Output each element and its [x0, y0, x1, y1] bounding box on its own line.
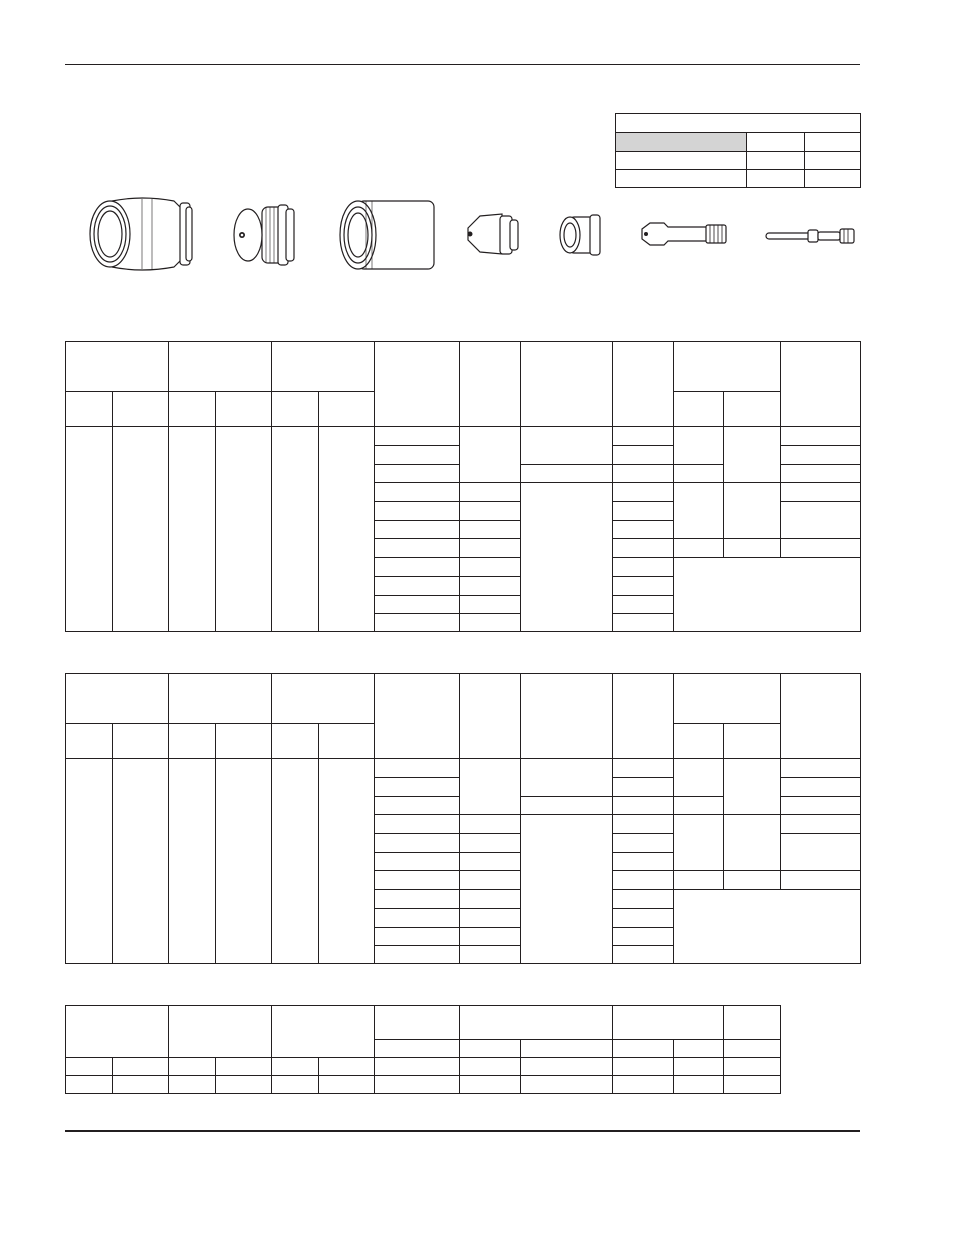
table-cell	[521, 465, 613, 483]
table-cell	[613, 797, 674, 815]
table-cell	[613, 577, 674, 596]
table-cell	[216, 1076, 272, 1094]
table-cell	[216, 392, 272, 427]
table-cell	[674, 1058, 724, 1076]
table-cell	[613, 1006, 724, 1040]
table-cell	[375, 946, 460, 964]
legend-cell	[747, 152, 805, 170]
table-cell	[375, 483, 460, 502]
table-cell	[375, 890, 460, 909]
table-cell	[781, 834, 861, 871]
table-cell	[613, 928, 674, 946]
table-cell	[169, 392, 216, 427]
table-cell	[613, 890, 674, 909]
table-cell	[460, 834, 521, 853]
table-cell	[375, 465, 460, 483]
table-cell	[375, 558, 460, 577]
table-cell	[169, 342, 272, 392]
table-cell	[521, 1076, 613, 1094]
table-cell	[613, 1076, 674, 1094]
header-rule	[65, 64, 860, 65]
legend-cell	[616, 152, 747, 170]
table-cell	[460, 614, 521, 632]
legend-title-row	[616, 114, 861, 133]
table-cell	[460, 558, 521, 577]
table-cell	[169, 724, 216, 759]
legend-table	[615, 113, 861, 188]
table-cell	[724, 483, 781, 539]
table-cell	[272, 342, 375, 392]
table-cell	[674, 342, 781, 392]
table-cell	[521, 1040, 613, 1058]
table-cell	[521, 1058, 613, 1076]
table-cell	[375, 1006, 460, 1040]
table-cell	[113, 724, 169, 759]
table-cell	[460, 928, 521, 946]
table-cell	[781, 815, 861, 834]
table-cell	[460, 1058, 521, 1076]
table-cell	[460, 946, 521, 964]
table-cell	[781, 483, 861, 502]
table-cell	[319, 427, 375, 632]
legend-row	[616, 170, 861, 188]
table-cell	[724, 815, 781, 871]
table-cell	[460, 1076, 521, 1094]
table-cell	[375, 797, 460, 815]
water-tube-part	[764, 226, 858, 246]
table-cell	[674, 890, 861, 964]
legend-cell	[747, 170, 805, 188]
table-header-row	[66, 674, 861, 724]
table-cell	[169, 1058, 216, 1076]
table-cell	[169, 759, 216, 964]
table-row	[66, 1058, 781, 1076]
table-cell	[272, 1076, 319, 1094]
table-cell	[460, 890, 521, 909]
nozzle-retaining-cap-part	[228, 203, 300, 267]
table-cell	[521, 342, 613, 427]
table-cell	[319, 724, 375, 759]
table-cell	[781, 465, 861, 483]
table-cell	[613, 759, 674, 778]
table-cell	[724, 724, 781, 759]
table-cell	[460, 521, 521, 539]
table-cell	[613, 614, 674, 632]
table-cell	[460, 342, 521, 427]
table-cell	[724, 871, 781, 890]
shield-part	[82, 193, 198, 275]
table-row	[66, 427, 861, 446]
table-cell	[613, 483, 674, 502]
table-cell	[674, 483, 724, 539]
process-table-2	[65, 673, 861, 964]
table-cell	[674, 558, 861, 632]
table-cell	[216, 1058, 272, 1076]
table-cell	[169, 674, 272, 724]
table-cell	[674, 797, 724, 815]
table-cell	[375, 674, 460, 759]
table-cell	[460, 674, 521, 759]
legend-cell	[616, 133, 747, 152]
table-cell	[674, 724, 724, 759]
table-cell	[272, 759, 319, 964]
table-cell	[319, 392, 375, 427]
table-cell	[781, 502, 861, 539]
table-cell	[613, 502, 674, 521]
table-cell	[674, 759, 724, 797]
table-cell	[66, 759, 113, 964]
table-cell	[375, 539, 460, 558]
table-cell	[113, 1076, 169, 1094]
table-cell	[460, 596, 521, 614]
table-cell	[375, 778, 460, 797]
table-cell	[613, 815, 674, 834]
table-cell	[781, 446, 861, 465]
table-cell	[460, 502, 521, 521]
table-cell	[375, 1076, 460, 1094]
table-cell	[521, 815, 613, 964]
table-cell	[66, 674, 169, 724]
table-cell	[272, 1006, 375, 1058]
table-cell	[319, 759, 375, 964]
table-cell	[216, 759, 272, 964]
table-cell	[272, 724, 319, 759]
table-cell	[781, 778, 861, 797]
table-cell	[781, 797, 861, 815]
table-cell	[674, 815, 724, 871]
table-cell	[216, 724, 272, 759]
table-cell	[460, 871, 521, 890]
table-cell	[375, 521, 460, 539]
table-cell	[66, 1058, 113, 1076]
table-cell	[319, 1058, 375, 1076]
table-cell	[724, 1076, 781, 1094]
table-cell	[460, 815, 521, 834]
table-cell	[674, 1076, 724, 1094]
table-cell	[460, 483, 521, 502]
table-cell	[66, 1006, 169, 1058]
table-cell	[460, 1006, 613, 1040]
table-cell	[781, 759, 861, 778]
table-cell	[613, 465, 674, 483]
electrode-part	[638, 219, 730, 249]
table-cell	[169, 1076, 216, 1094]
table-cell	[66, 427, 113, 632]
table-cell	[613, 446, 674, 465]
table-cell	[781, 539, 861, 558]
table-row	[66, 1076, 781, 1094]
table-cell	[521, 759, 613, 797]
table-header-row	[66, 1006, 781, 1040]
table-cell	[375, 759, 460, 778]
table-cell	[113, 1058, 169, 1076]
table-cell	[674, 427, 724, 465]
table-cell	[724, 1006, 781, 1040]
table-cell	[724, 392, 781, 427]
table-row	[66, 759, 861, 778]
table-cell	[66, 392, 113, 427]
table-cell	[375, 342, 460, 427]
table-cell	[613, 834, 674, 853]
table-cell	[521, 483, 613, 632]
table-cell	[216, 427, 272, 632]
table-cell	[521, 427, 613, 465]
table-cell	[724, 539, 781, 558]
table-cell	[613, 521, 674, 539]
table-cell	[375, 577, 460, 596]
process-table-1	[65, 341, 861, 632]
table-cell	[613, 342, 674, 427]
table-cell	[460, 577, 521, 596]
table-cell	[375, 928, 460, 946]
table-cell	[613, 539, 674, 558]
table-cell	[613, 1058, 674, 1076]
table-cell	[781, 871, 861, 890]
table-cell	[460, 427, 521, 483]
legend-cell	[616, 170, 747, 188]
table-cell	[66, 1076, 113, 1094]
table-cell	[613, 909, 674, 928]
table-cell	[781, 427, 861, 446]
table-cell	[613, 674, 674, 759]
table-cell	[375, 1040, 460, 1058]
table-cell	[375, 909, 460, 928]
nozzle-part	[462, 210, 522, 258]
table-cell	[521, 674, 613, 759]
table-cell	[613, 946, 674, 964]
table-cell	[272, 1058, 319, 1076]
legend-cell	[805, 152, 861, 170]
table-cell	[169, 427, 216, 632]
legend-row	[616, 152, 861, 170]
table-cell	[724, 1058, 781, 1076]
table-cell	[66, 342, 169, 392]
table-cell	[674, 392, 724, 427]
legend-cell	[616, 114, 861, 133]
table-cell	[375, 815, 460, 834]
table-cell	[375, 834, 460, 853]
legend-cell	[805, 170, 861, 188]
table-cell	[674, 1040, 724, 1058]
table-cell	[460, 909, 521, 928]
table-cell	[781, 342, 861, 427]
table-cell	[460, 853, 521, 871]
table-cell	[460, 539, 521, 558]
table-cell	[113, 427, 169, 632]
table-cell	[613, 596, 674, 614]
table-cell	[375, 1058, 460, 1076]
table-cell	[375, 446, 460, 465]
table-cell	[613, 1040, 674, 1058]
table-cell	[724, 759, 781, 815]
table-cell	[724, 427, 781, 483]
legend-header-row	[616, 133, 861, 152]
table-cell	[169, 1006, 272, 1058]
table-cell	[319, 1076, 375, 1094]
table-cell	[613, 871, 674, 890]
table-cell	[460, 759, 521, 815]
retaining-cap-part	[336, 197, 438, 273]
table-cell	[375, 502, 460, 521]
table-cell	[674, 539, 724, 558]
table-cell	[375, 614, 460, 632]
table-cell	[613, 778, 674, 797]
table-cell	[272, 392, 319, 427]
table-cell	[272, 674, 375, 724]
table-cell	[375, 853, 460, 871]
table-cell	[521, 797, 613, 815]
table-cell	[375, 871, 460, 890]
table-cell	[66, 724, 113, 759]
table-cell	[375, 427, 460, 446]
table-cell	[613, 427, 674, 446]
table-cell	[460, 1040, 521, 1058]
bottom-table	[65, 1005, 781, 1094]
table-cell	[674, 871, 724, 890]
table-cell	[113, 759, 169, 964]
table-header-row	[66, 342, 861, 392]
table-cell	[674, 674, 781, 724]
table-cell	[724, 1040, 781, 1058]
table-cell	[113, 392, 169, 427]
table-cell	[613, 853, 674, 871]
table-cell	[613, 558, 674, 577]
legend-cell	[805, 133, 861, 152]
table-cell	[272, 427, 319, 632]
footer-rule	[65, 1130, 860, 1132]
table-cell	[674, 465, 724, 483]
table-cell	[375, 596, 460, 614]
table-cell	[781, 674, 861, 759]
legend-cell	[747, 133, 805, 152]
swirl-ring-part	[556, 213, 606, 257]
